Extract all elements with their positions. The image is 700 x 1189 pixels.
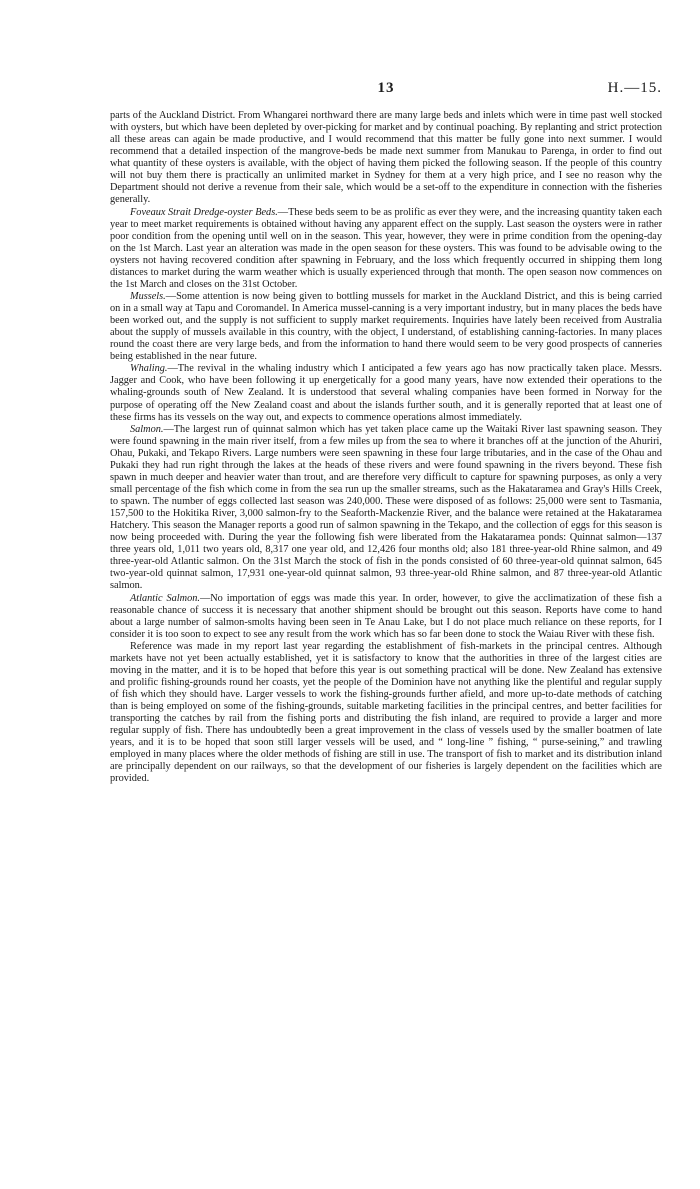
paragraph-heading: Foveaux Strait Dredge-oyster Beds. — [130, 206, 278, 218]
page-number: 13 — [377, 80, 395, 96]
paragraph-text: —These beds seem to be as prolific as ever they were, and the increasing quantity taken each year to meet market requirements is obtained without having any apparent effect on the supply. Last season the oysters were in rather poor condition from the opening until well on in the season. This year, however, they were in prime condition from the opening-day on the 1st March. Last year an alteration was made in the open season for these oysters. This was found to be advisable owing to the oysters not having recovered condition after spawning in February, and the loss which frequently occurred in shipping them long distances to market during the warm weather which is usually experienced through that month. The open season now commences on the 1st March and closes on the 31st October. — [110, 206, 662, 290]
paragraph-text: parts of the Auckland District. From Whangarei northward there are many large beds and inlets which were in time past well stocked with oysters, but which have been depleted by over-picking for market and by continual poaching. By replanting and strict protection all these areas can again be made productive, and I would recommend that this matter be fully gone into next summer. I would recommend that a detailed inspection of the mangrove-beds be made next summer from Manukau to Parenga, in order to find out what quantity of these oysters is available, with the object of having them picked the following season. If the people of this country will not buy them there is practically an unlimited market in Sydney for them at a very high price, and I see no reason why the Department should not derive a revenue from their sale, which would be a set-off to the expenditure in connection with the fisheries generally. — [110, 110, 662, 206]
paragraph-text: —No importation of eggs was made this year. In order, however, to give the acclimatization of these fish a reasonable chance of success it is necessary that another shipment should be brought out this season. Reports have come to hand about a large number of salmon-smolts having been seen in Te Anau Lake, but I do not place much reliance on these reports, for I consider it is too soon to expect to see any result from the work which has so far been done to stock the Waiau River with these fish. — [110, 592, 663, 640]
paragraph-whaling — [110, 363, 662, 423]
paragraph-heading: Mussels. — [130, 290, 166, 302]
paragraph-heading: Whaling. — [130, 363, 168, 375]
paragraph-atlantic-salmon — [110, 593, 662, 641]
paragraph-salmon — [110, 424, 662, 593]
paragraph-heading: Salmon. — [130, 423, 164, 435]
paragraph-text: —Some attention is now being given to bottling mussels for market in the Auckland District, and this is being carried on in a small way at Tapu and Coromandel. In America mussel-canning is a very important industry, but in many places the beds have been worked out, and the supply is not sufficient to supply market requirements. Inquiries have lately been received from Australia about the supply of mussels available in this country, with the object, I understand, of establishing canning-factories. In many places round the coast there are very large beds, and from the information to hand there would seem to be very good prospects of canneries being established in the near future. — [110, 290, 662, 363]
paragraph-mussels — [110, 291, 662, 363]
paragraph-heading: Atlantic Salmon. — [130, 592, 200, 604]
paragraph-text: —The largest run of quinnat salmon which has yet taken place came up the Waitaki River last spawning season. They were found spawning in the main river itself, from a few miles up from the sea to where it branches off at the junction of the Ahuriri, Ohau, Pukaki, and Tekapo Rivers. Large numbers were seen spawning in these four large tributaries, and in the case of the Ohau and Pukaki they had run right through the lakes at the heads of these rivers and were found spawning in the rivers beyond. These fish spawn in much deeper and heavier water than trout, and are therefore very difficult to capture for spawning purposes, as only a very small percentage of the fish which come in from the sea run up the smaller streams, such as the Hakataramea and Gray's Hills Creek, to spawn. The number of eggs collected last season was 240,000. These were disposed of as follows: 25,000 were sent to Tasmania, 157,500 to the Hokitika River, 3,000 salmon-fry to the Seaforth-Mackenzie River, and the balance were retained at the Hakataramea Hatchery. This season the Manager reports a good run of salmon spawning in the Tekapo, and the collection of eggs for this season is now being proceeded with. During the year the following fish were liberated from the Hakataramea ponds: Quinnat salmon—137 three years old, 1,011 two years old, 8,317 one year old, and 12,426 four months old; also 181 three-year-old Rhine salmon, and 49 three-year-old Atlantic salmon. On the 31st March the stock of fish in the ponds consisted of 60 three-year-old quinnat salmon, 645 two-year-old quinnat salmon, 17,931 one-year-old quinnat salmon, 93 three-year-old Rhine salmon, and 87 three-year-old Atlantic salmon. — [110, 423, 662, 592]
paragraph-fish-markets — [110, 641, 662, 786]
report-body — [110, 110, 662, 786]
document-reference: H.—15. — [607, 80, 662, 96]
paragraph-oysters-auckland — [110, 110, 662, 207]
paragraph-text: —The revival in the whaling industry which I anticipated a few years ago has now practically taken place. Messrs. Jagger and Cook, who have been following it up energetically for a good many years, have now extended their operations to the whaling-grounds south of New Zealand. It is understood that several whaling companies have been formed in Norway for the purpose of operating off the New Zealand coast and about the islands further south, and it is generally reported that at least one of these firms has its vessels on the way out, and expects to commence operations almost immediately. — [110, 363, 662, 423]
page-header — [110, 80, 662, 100]
paragraph-text: Reference was made in my report last year regarding the establishment of fish-markets in the principal centres. Although markets have not yet been actually established, yet it is satisfactory to know that the authorities in three of the largest cities are moving in the matter, and it is to be hoped that before this year is out something practical will be done. New Zealand has extensive and prolific fishing-grounds round her coasts, yet the people of the Dominion have not anything like the plentiful and regular supply of fish which they should have. Larger vessels to work the fishing-grounds further afield, and more up-to-date methods of catching than is being employed on some of the fishing-grounds, suitable marketing facilities in the principal centres, and better facilities for transporting the catches by rail from the fishing ports and distributing the fish inland, are required to provide a larger and more regular supply of fish. There has undoubtedly been a great improvement in the class of vessels used by the smaller boatmen of late years, and it is to be hoped that soon still larger vessels will be used, and “ long-line ” fishing, “ purse-seining,” and trawling employed in many places where the older methods of fishing are still in use. The transport of fish to market and its distribution inland are principally dependent on our railways, so that the development of our fisheries is largely dependent on the facilities which are provided. — [110, 640, 662, 785]
paragraph-foveaux-strait — [110, 207, 662, 291]
